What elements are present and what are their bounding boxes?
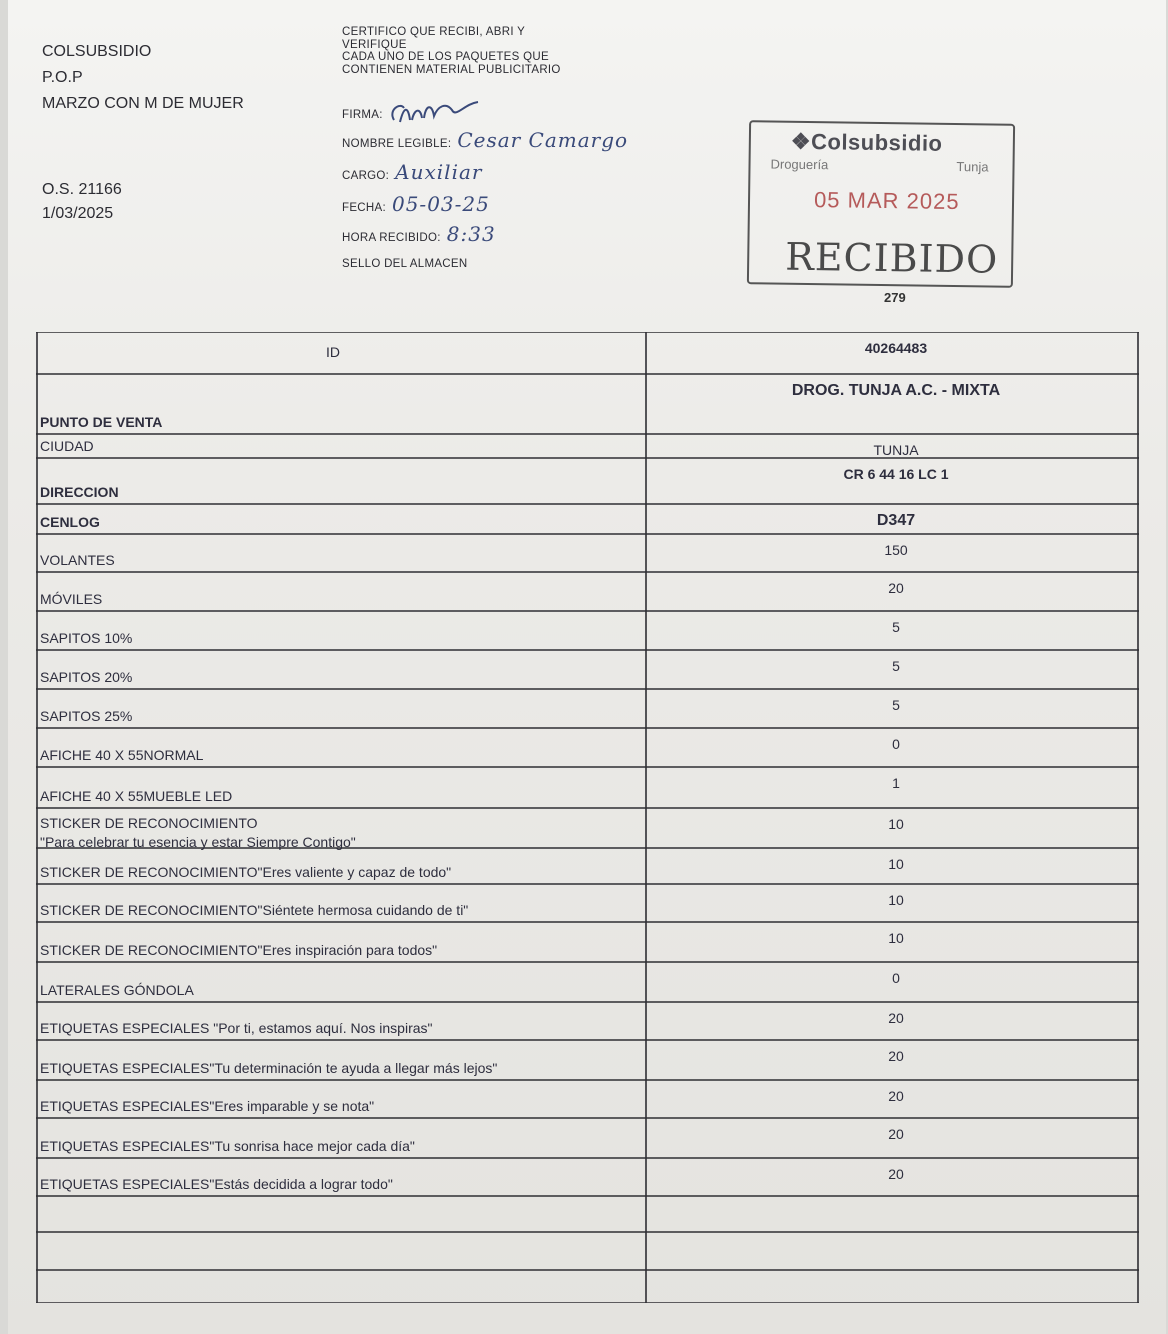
row-label: ETIQUETAS ESPECIALES"Tu determinación te ayuda a llegar más lejos" xyxy=(40,1060,498,1076)
order-info xyxy=(42,178,122,226)
row-value: D347 xyxy=(876,512,916,529)
row-label: STICKER DE RECONOCIMIENTO"Siéntete hermosa cuidando de ti" xyxy=(40,902,469,918)
order-date: 1/03/2025 xyxy=(42,205,114,222)
document-header xyxy=(42,42,244,120)
stamp-brand xyxy=(791,129,943,157)
cargo-value: Auxiliar xyxy=(395,160,483,184)
fecha-label: FECHA: xyxy=(342,202,386,214)
sello-label: SELLO DEL ALMACEN xyxy=(342,258,468,270)
hora-label: HORA RECIBIDO: xyxy=(342,232,441,244)
row-label-line: STICKER DE RECONOCIMIENTO xyxy=(40,815,258,831)
signature-image xyxy=(386,100,486,130)
row-label: CENLOG xyxy=(40,514,100,530)
cert-line: CERTIFICO QUE RECIBI, ABRI Y xyxy=(342,26,526,38)
row-value: 40264483 xyxy=(864,340,928,356)
row-value: CR 6 44 16 LC 1 xyxy=(843,466,949,482)
row-label: AFICHE 40 X 55MUEBLE LED xyxy=(40,788,233,804)
nombre-value: Cesar Camargo xyxy=(457,128,629,152)
firma-label: FIRMA: xyxy=(342,109,383,122)
row-label: ETIQUETAS ESPECIALES"Tu sonrisa hace mejor cada día" xyxy=(40,1138,415,1154)
row-value: 20 xyxy=(888,1088,904,1104)
stamp-status: RECIBIDO xyxy=(784,234,999,282)
row-label: ETIQUETAS ESPECIALES"Eres imparable y se nota" xyxy=(40,1098,375,1114)
row-value: 20 xyxy=(888,1010,904,1026)
cert-line: CONTIENEN MATERIAL PUBLICITARIO xyxy=(342,63,561,76)
certification-text xyxy=(342,26,561,76)
row-value: 20 xyxy=(888,1166,904,1182)
material-table xyxy=(36,332,1139,1303)
stamp-brand-text: Colsubsidio xyxy=(810,129,943,156)
row-label: AFICHE 40 X 55NORMAL xyxy=(40,747,204,763)
cert-line: CADA UNO DE LOS PAQUETES QUE xyxy=(342,51,549,63)
stamp-date: 05 MAR 2025 xyxy=(813,187,960,215)
received-stamp xyxy=(747,120,1015,288)
hora-field xyxy=(342,222,496,246)
row-value: TUNJA xyxy=(873,442,919,458)
nombre-field xyxy=(342,128,628,152)
row-value: 1 xyxy=(892,775,900,791)
row-value: 10 xyxy=(888,930,904,946)
row-value: 10 xyxy=(888,892,904,908)
row-value: 20 xyxy=(888,1126,904,1142)
firma-field xyxy=(342,100,486,130)
fecha-field xyxy=(342,192,490,216)
row-value: 5 xyxy=(892,697,900,713)
row-value: 10 xyxy=(888,816,904,832)
row-label: SAPITOS 20% xyxy=(40,669,133,685)
row-label: STICKER DE RECONOCIMIENTO"Eres inspiración para todos" xyxy=(40,942,438,958)
row-label: ETIQUETAS ESPECIALES"Estás decidida a lograr todo" xyxy=(40,1176,393,1192)
document-type: P.O.P xyxy=(42,69,83,86)
row-label: PUNTO DE VENTA xyxy=(40,414,163,430)
row-label: VOLANTES xyxy=(40,552,115,568)
row-label: DIRECCION xyxy=(40,484,119,500)
row-label: ID xyxy=(326,344,340,360)
campaign-name: MARZO CON M DE MUJER xyxy=(42,95,244,112)
row-value: 10 xyxy=(888,856,904,872)
row-label xyxy=(40,814,356,852)
row-value: 5 xyxy=(892,658,900,674)
fecha-value: 05-03-25 xyxy=(391,192,490,216)
row-value: 20 xyxy=(888,580,904,596)
hora-value: 8:33 xyxy=(446,222,496,246)
cargo-field xyxy=(342,160,482,184)
stamp-city: Tunja xyxy=(956,159,989,175)
row-label: MÓVILES xyxy=(40,591,103,607)
nombre-label: NOMBRE LEGIBLE: xyxy=(342,138,452,150)
row-value: 20 xyxy=(888,1048,904,1064)
row-label: SAPITOS 25% xyxy=(40,708,133,724)
stamp-subtitle: Droguería xyxy=(770,156,829,173)
row-label: STICKER DE RECONOCIMIENTO"Eres valiente y capaz de todo" xyxy=(40,864,452,880)
row-value: 150 xyxy=(884,542,908,558)
order-number: O.S. 21166 xyxy=(42,181,122,198)
row-label: LATERALES GÓNDOLA xyxy=(40,982,194,998)
stamp-number: 279 xyxy=(884,290,906,305)
row-label: CIUDAD xyxy=(40,438,94,454)
row-label-line: "Para celebrar tu esencia y estar Siempre Contigo" xyxy=(40,834,356,850)
colsubsidio-logo-icon: ❖ xyxy=(790,128,812,155)
row-label: ETIQUETAS ESPECIALES "Por ti, estamos aquí. Nos inspiras" xyxy=(40,1020,433,1036)
row-label: SAPITOS 10% xyxy=(40,630,133,646)
cargo-label: CARGO: xyxy=(342,170,390,182)
row-value: 5 xyxy=(892,619,900,635)
row-value: 0 xyxy=(892,970,900,986)
company-name: COLSUBSIDIO xyxy=(42,43,152,60)
row-value: DROG. TUNJA A.C. - MIXTA xyxy=(791,382,1001,399)
cert-line: VERIFIQUE xyxy=(342,38,407,51)
row-value: 0 xyxy=(892,736,900,752)
